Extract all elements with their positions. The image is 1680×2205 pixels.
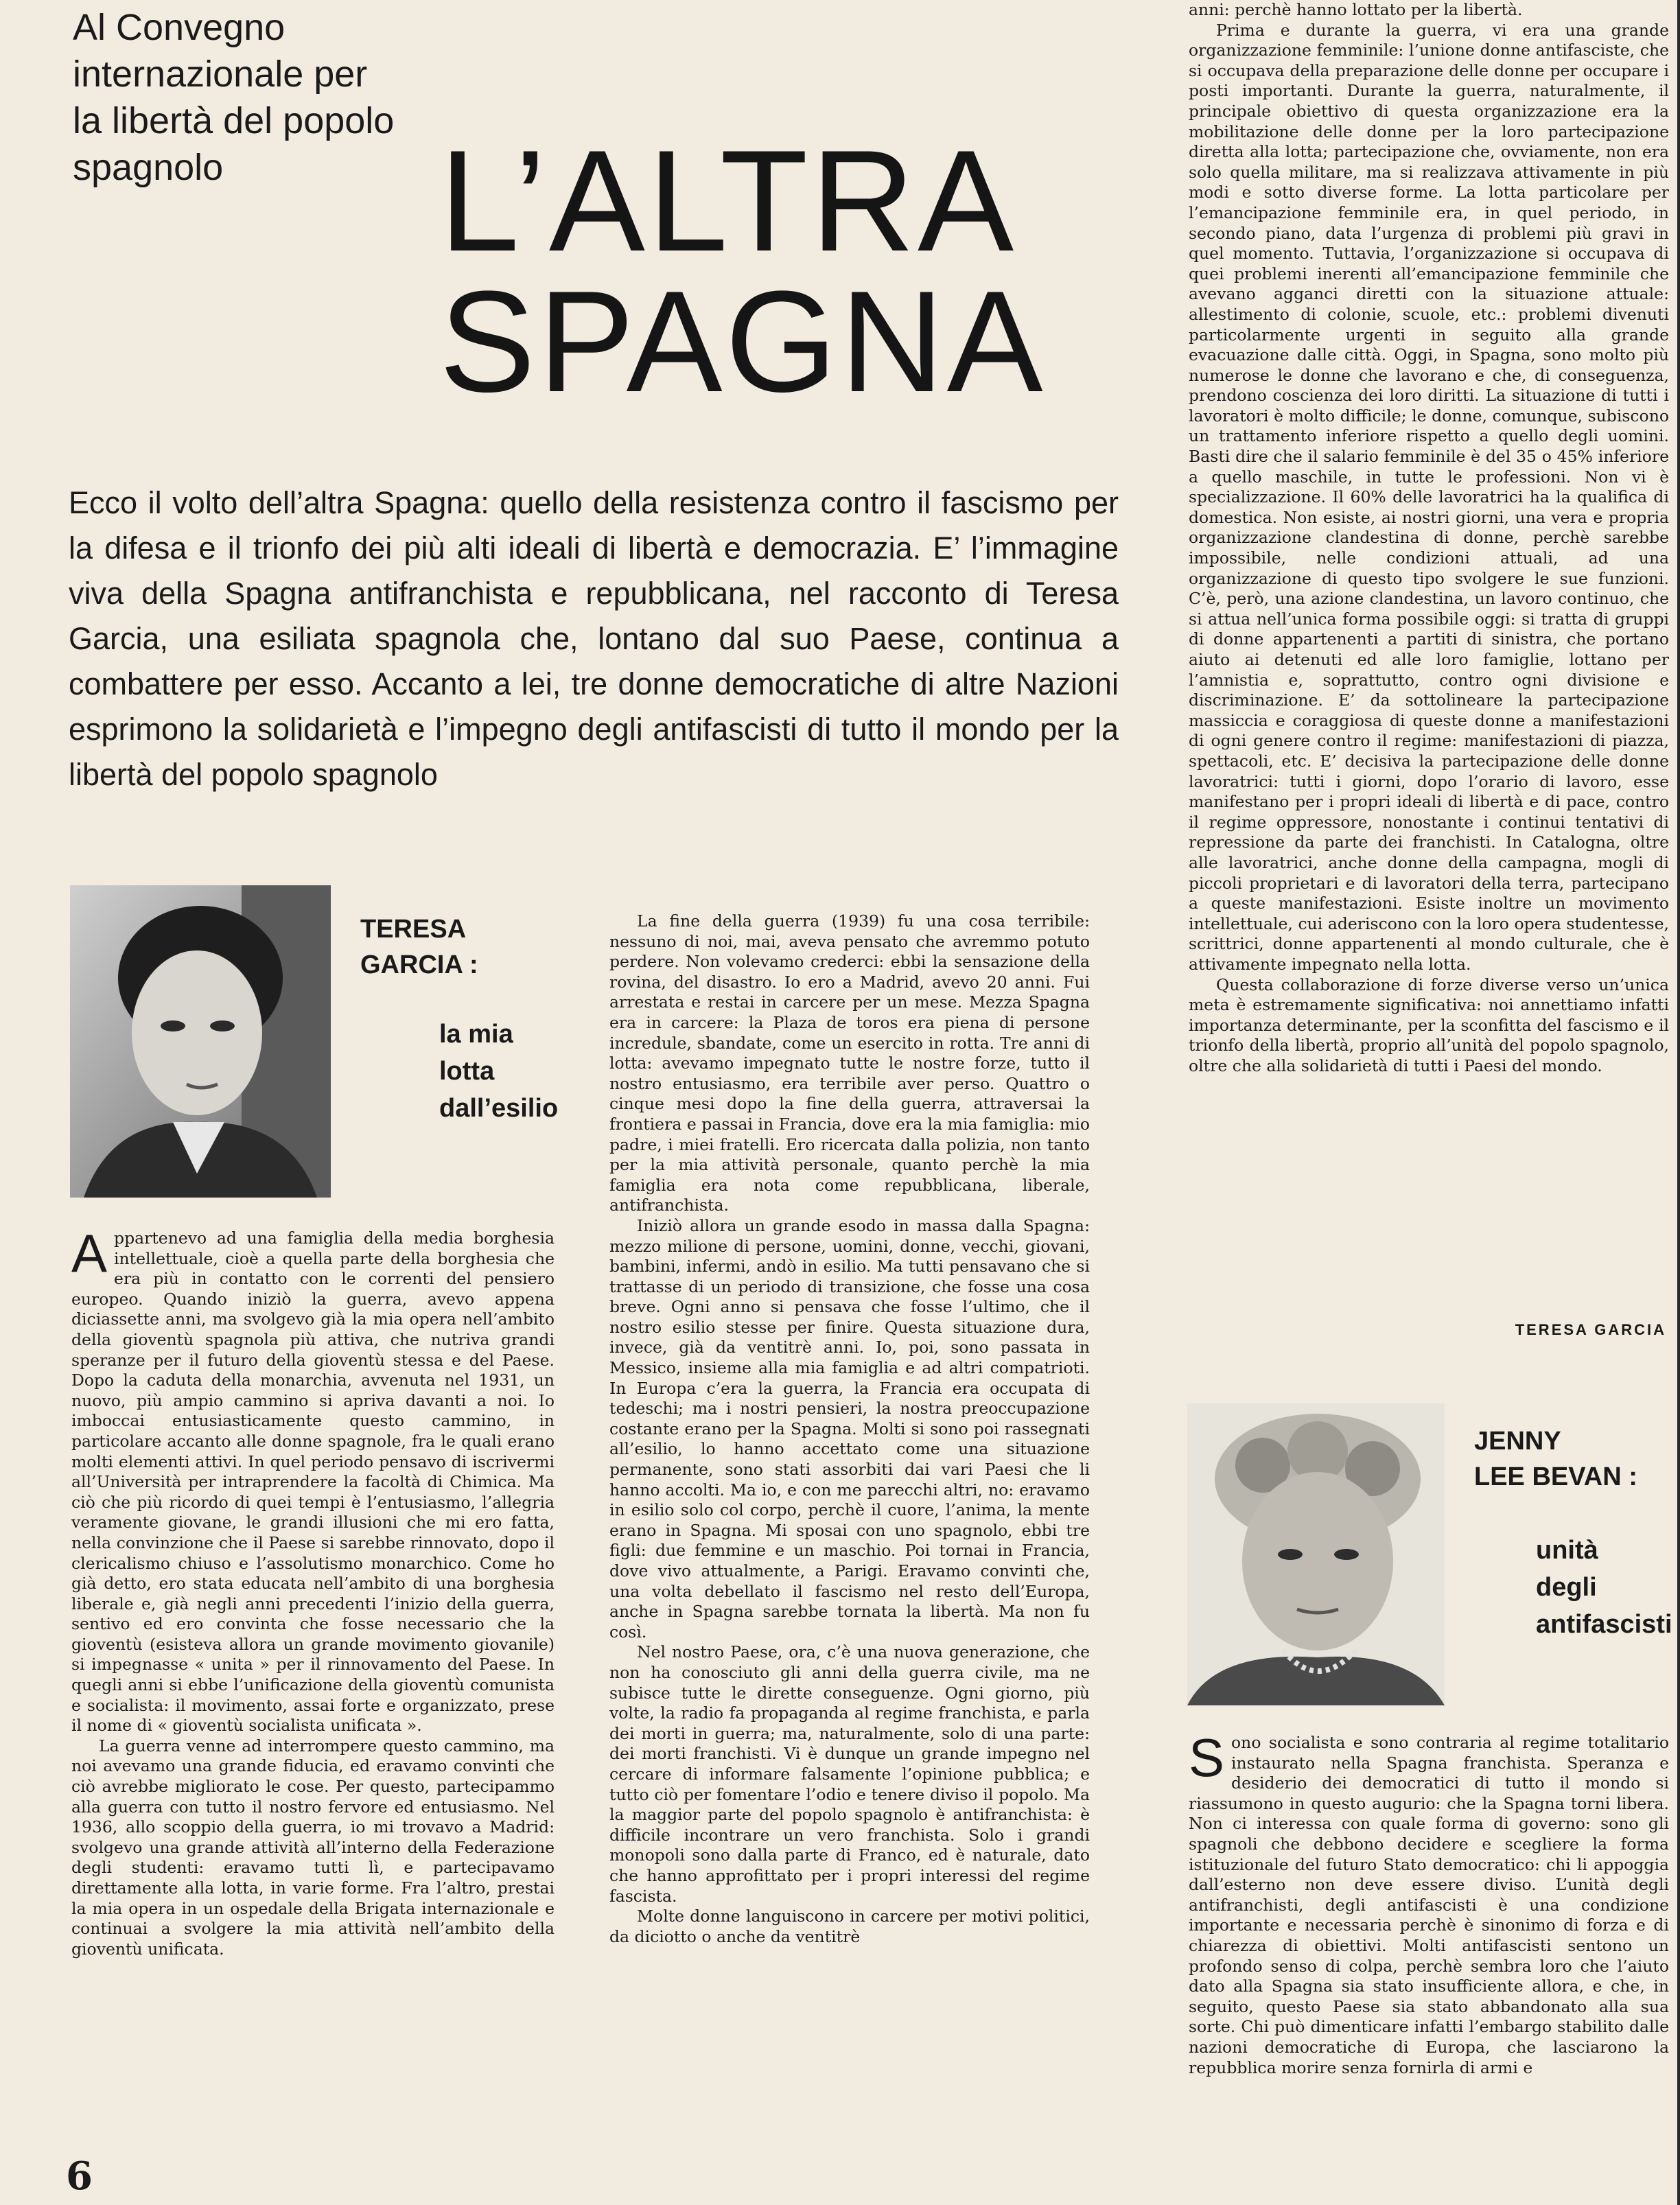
- signature-teresa-garcia: TERESA GARCIA: [1515, 1321, 1666, 1338]
- portrait-illustration-2: [1187, 1403, 1445, 1705]
- jenny-paragraph-1: [1189, 1727, 1669, 2078]
- dropcap-s: S: [1189, 1727, 1225, 1788]
- col3-paragraph-1: anni: perchè hanno lottato per la libertà.: [1189, 0, 1523, 19]
- page-edge: [1677, 0, 1680, 2205]
- col3-paragraph-3: Questa collaborazione di forze diverse verso un’unica meta è estremamente significativa: noi annettiamo infatti importanza determinante, per la sconfitta del fascismo e il trionfo della libertà, proprio all’unità del popolo spagnolo, oltre che alla solidarietà di tutti i Paesi del mondo.: [1189, 975, 1669, 1075]
- subtitle-line-3: dall’esilio: [439, 1094, 559, 1123]
- teresa-garcia-subtitle: [439, 1016, 604, 1127]
- col3-paragraph-2: Prima e durante la guerra, vi era una grande organizzazione femminile: l’unione donne antifasciste, che si occupava della preparazione delle donne per occupare i posti importanti. Durante la guerra, naturalmente, il principale obiettivo di questa organizzazione era la mobilitazione delle donne per la loro partecipazione diretta alla lotta; partecipazione che, ovviamente, non era solo quella militare, ma si realizzava attivamente in più modi e sotto diverse forme. La lotta particolare per l’emancipazione femminile era, in quel periodo, in secondo piano, data l’urgenza di problemi più gravi in quel momento. Tuttavia, l’organizzazione si occupava di quei problemi inerenti all’emancipazione femminile che avevano agganci diretti con la situazione attuale: allestimento di colonie, scuole, etc.: problemi divenuti particolarmente urgenti in seguito alla grande evacuazione dalle città. Oggi, in Spagna, sono molto più numerose le donne che lavorano e che, di conseguenza, prendono coscienza dei loro diritti. La situazione di tutti i lavoratori è molto difficile; le donne, comunque, subiscono un trattamento inferiore rispetto a quello degli uomini. Basti dire che il salario femminile è del 35 o 45% inferiore a quello maschile, in tutte le professioni. Non vi è specializzazione. Il 60% delle lavoratrici ha la qualifica di domestica. Non esiste, ai nostri giorni, una vera e propria organizzazione clandestina di donne, perchè sarebbe impossibile, nelle condizioni attuali, ad una organizzazione di questo tipo svolgere le sue funzioni. C’è, però, una azione clandestina, un lavoro continuo, che si attua nell’unica forma possibile oggi: si tratta di gruppi di donne appartenenti a partiti di sinistra, che portano aiuto ai detenuti ed alle loro famiglie, lottano per l’amnistia e, soprattutto, contro ogni divisione e discriminazione. E’ da sottolineare la partecipazione massiccia e coraggiosa di queste donne a manifestazioni di ogni genere contro il regime: manifestazioni di piazza, spettacoli, etc. E’ decisiva la partecipazione delle donne lavoratrici: tutti i giorni, dopo l’orario di lavoro, esse manifestano per i propri ideali di libertà e di pace, contro il regime oppressore, nonostante i continui tentativi di repressione da parte dei franchisti. In Catalogna, oltre alle lavoratrici, anche donne della campagna, mogli di piccoli proprietari e di lavoratori della terra, partecipano a queste manifestazioni. Esiste inoltre un movimento intellettuale, cui aderiscono con la loro opera studentesse, scrittrici, donne appartenenti al mondo culturale, che è attivamente impegnato nella lotta.: [1189, 20, 1669, 974]
- subtitle2-line-3: antifascisti: [1536, 1610, 1672, 1639]
- col1-paragraph-1-text: ppartenevo ad una famiglia della media borghesia intellettuale, cioè a quella parte della borghesia che era più in contatto con le correnti del pensiero europeo. Quando iniziò la guerra, avevo appena diciassette anni, ma svolgevo già la mia opera nell’ambito della gioventù spagnola più attiva, che nutriva grandi speranze per il futuro della gioventù stessa e del Paese. Dopo la caduta della monarchia, avvenuta nel 1931, un nuovo, più ampio cammino si apriva davanti a noi. Io imboccai entusiasticamente questo cammino, in particolare accanto alle donne spagnole, fra le quali erano molti elementi attivi. In quel periodo pensavo di iscrivermi all’Università per intraprendere la facoltà di Chimica. Ma ciò che più ricordo di quei tempi è l’entusiasmo, l’allegria veramente giovane, le grandi illusioni che mi ero fatta, nella convinzione che il Paese si sarebbe rinnovato, dopo il clericalismo chiuso e l’assolutismo monarchico. Come ho già detto, ero stata educata nell’ambito di una borghesia liberale e, già negli anni precedenti l’inizio della guerra, sentivo ed ero convinta che fosse necessario che la gioventù (esisteva allora un grande movimento giovanile) si impegnasse « unita » per il rinnovamento del Paese. In quegli anni si ebbe l’unificazione della gioventù comunista e socialista: il movimento, assai forte e organizzato, prese il nome di « gioventù socialista unificata ».: [71, 1228, 555, 1736]
- subtitle-line-1: la mia: [439, 1020, 513, 1049]
- col2-paragraph-1: La fine della guerra (1939) fu una cosa terribile: nessuno di noi, mai, aveva pensato che avremmo potuto perdere. Non volevamo crederci: ebbi la sensazione della rovina, del disastro. Io ero a Madrid, avevo 20 anni. Fui arrestata e restai in carcere per un mese. Mezza Spagna era in carcere: la Plaza de toros era piena di persone incredule, sbandate, come un esercito in rotta. Tre anni di lotta: avevamo impegnato tutte le nostre forze, tutto il nostro entusiasmo, era terribile aver perso. Quattro o cinque mesi dopo la fine della guerra, attraversai la frontiera e passai in Francia, dove era la mia famiglia: mio padre, i miei fratelli. Ero ricercata dalla polizia, non tanto per la mia attività personale, quanto perchè la mia famiglia era nota come repubblicana, liberale, antifranchista.: [609, 911, 1090, 1215]
- headline-line-2: SPAGNA: [439, 261, 1046, 422]
- portrait-illustration: [70, 885, 331, 1198]
- article-column-2: [609, 911, 1090, 1947]
- teresa-garcia-photo: [70, 885, 331, 1198]
- byline2-name-line-1: JENNY: [1474, 1427, 1561, 1456]
- dropcap-a: A: [71, 1223, 108, 1283]
- jenny-paragraph-1-text: ono socialista e sono contraria al regime totalitario instaurato nella Spagna franchista. Speranza e desiderio dei democratici di tutto il mondo si riassumono in questo augurio: che la Spagna torni libera. Non ci interessa con quale forma di governo: sono gli spagnoli che debbono decidere e scegliere la forma istituzionale del futuro Stato democratico: chi li appoggia dall’esterno non deve essere diviso. L’unità degli antifranchisti, degli antifascisti è una condizione importante e necessaria perchè è sinonimo di forza e di chiarezza di obiettivi. Molti antifascisti sentono un profondo senso di colpa, perchè sembra loro che l’aiuto dato alla Spagna sia stato insufficiente allora, e che, in seguito, questo Paese sia stato abbandonato alla sua sorte. Chi può dimenticare infatti l’embargo stabilito dalle nazioni democratiche di Europa, che lasciarono la repubblica morire senza fornirla di armi e: [1189, 1733, 1669, 2077]
- col2-paragraph-2: Iniziò allora un grande esodo in massa dalla Spagna: mezzo milione di persone, uomini, donne, vecchi, giovani, bambini, infermi, andò in esilio. Ma tutti pensavano che si trattasse di un periodo di transizione, che fosse una cosa breve. Ogni anno si pensava che fosse l’ultimo, che il nostro esilio stesse per finire. Questa situazione dura, invece, già da ventitrè anni. Io, poi, sono passata in Messico, insieme alla mia famiglia e ad altri compatrioti. In Europa c’era la guerra, la Francia era occupata di tedeschi; ma i nostri pensieri, la nostra preoccupazione costante erano per la Spagna. Molti si sono poi rassegnati all’esilio, lo hanno accettato come una situazione permanente, sono stati assorbiti dai vari Paesi che li hanno accolti. Ma io, e con me parecchi altri, no: eravamo in esilio solo col corpo, perchè il cuore, l’anima, la mente erano in Spagna. Mi sposai con uno spagnolo, ebbi tre figli: due femmine e un maschio. Poi tornai in Francia, dove vivo attualmente, a Parigi. Eravamo convinti che, una volta debellato il fascismo nel resto dell’Europa, anche in Spagna sarebbe tornata la libertà. Ma non fu così.: [609, 1215, 1090, 1642]
- article-column-3: [1189, 0, 1669, 1076]
- col1-paragraph-1: [71, 1223, 555, 1736]
- lead-paragraph: Ecco il volto dell’altra Spagna: quello della resistenza contro il fascismo per la difesa e il trionfo dei più alti ideali di libertà e democrazia. E’ l’immagine viva della Spagna antifranchista e repubblicana, nel racconto di Teresa Garcia, una esiliata spagnola che, lontano dal suo Paese, continua a combattere per esso. Accanto a lei, tre donne democratiche di altre Nazioni esprimono la solidarietà e l’impegno degli antifascisti di tutto il mondo per la libertà del popolo spagnolo: [69, 485, 1119, 792]
- jenny-lee-bevan-subtitle: [1536, 1532, 1677, 1643]
- jenny-lee-bevan-byline: [1474, 1423, 1673, 1495]
- teresa-garcia-byline: [360, 911, 566, 983]
- headline-line-1: L’ALTRA: [439, 120, 1017, 281]
- byline-name-line-1: TERESA: [360, 915, 467, 944]
- col2-paragraph-3: Nel nostro Paese, ora, c’è una nuova generazione, che non ha conosciuto gli anni della guerra civile, ma ne subisce tutte le dirette conseguenze. Ogni giorno, più volte, la radio fa propaganda al regime franchista, e parla dei morti in guerra; ma, naturalmente, solo di una parte: dei morti franchisti. Vi è dunque un grande impegno nel cercare di informare falsamente l’opinione pubblica; e tutto ciò per fomentare l’odio e tenere diviso il popolo. Ma la maggior parte del popolo spagnolo è antifranchista: è difficile incontrare un vero franchista. Solo i grandi monopoli sono dalla parte di Franco, ed è naturale, dato che hanno approfittato per i propri interessi del regime fascista.: [609, 1642, 1090, 1906]
- article-column-jenny: [1189, 1727, 1669, 2078]
- col2-paragraph-4: Molte donne languiscono in carcere per motivi politici, da diciotto o anche da ventitrè: [609, 1906, 1090, 1946]
- article-column-1: [71, 1223, 555, 1959]
- byline2-name-line-2: LEE BEVAN :: [1474, 1462, 1637, 1491]
- page-number: 6: [66, 2154, 93, 2199]
- byline-name-line-2: GARCIA :: [360, 950, 478, 979]
- kicker: Al Convegno internazionale per la libertà del popolo spagnolo: [73, 7, 395, 188]
- col1-paragraph-2: La guerra venne ad interrompere questo cammino, ma noi avevamo una grande fiducia, ed eravamo convinti che ciò avrebbe migliorato le cose. Per questo, partecipammo alla guerra con tutto il nostro fervore ed entusiasmo. Nel 1936, allo scoppio della guerra, io mi trovavo a Madrid: svolgevo una grande attività all’interno della Federazione degli studenti: eravamo tutti lì, e partecipavamo direttamente alla lotta, in varie forme. Fra l’altro, prestai la mia opera in un ospedale della Brigata internazionale e continuai a svolgere la mia attività nell’ambito della gioventù unificata.: [71, 1736, 555, 1959]
- subtitle2-line-1: unità: [1536, 1536, 1598, 1565]
- headline: [439, 120, 1146, 422]
- subtitle-line-2: lotta: [439, 1057, 495, 1086]
- jenny-lee-bevan-photo: [1187, 1403, 1445, 1705]
- subtitle2-line-2: degli: [1536, 1573, 1597, 1602]
